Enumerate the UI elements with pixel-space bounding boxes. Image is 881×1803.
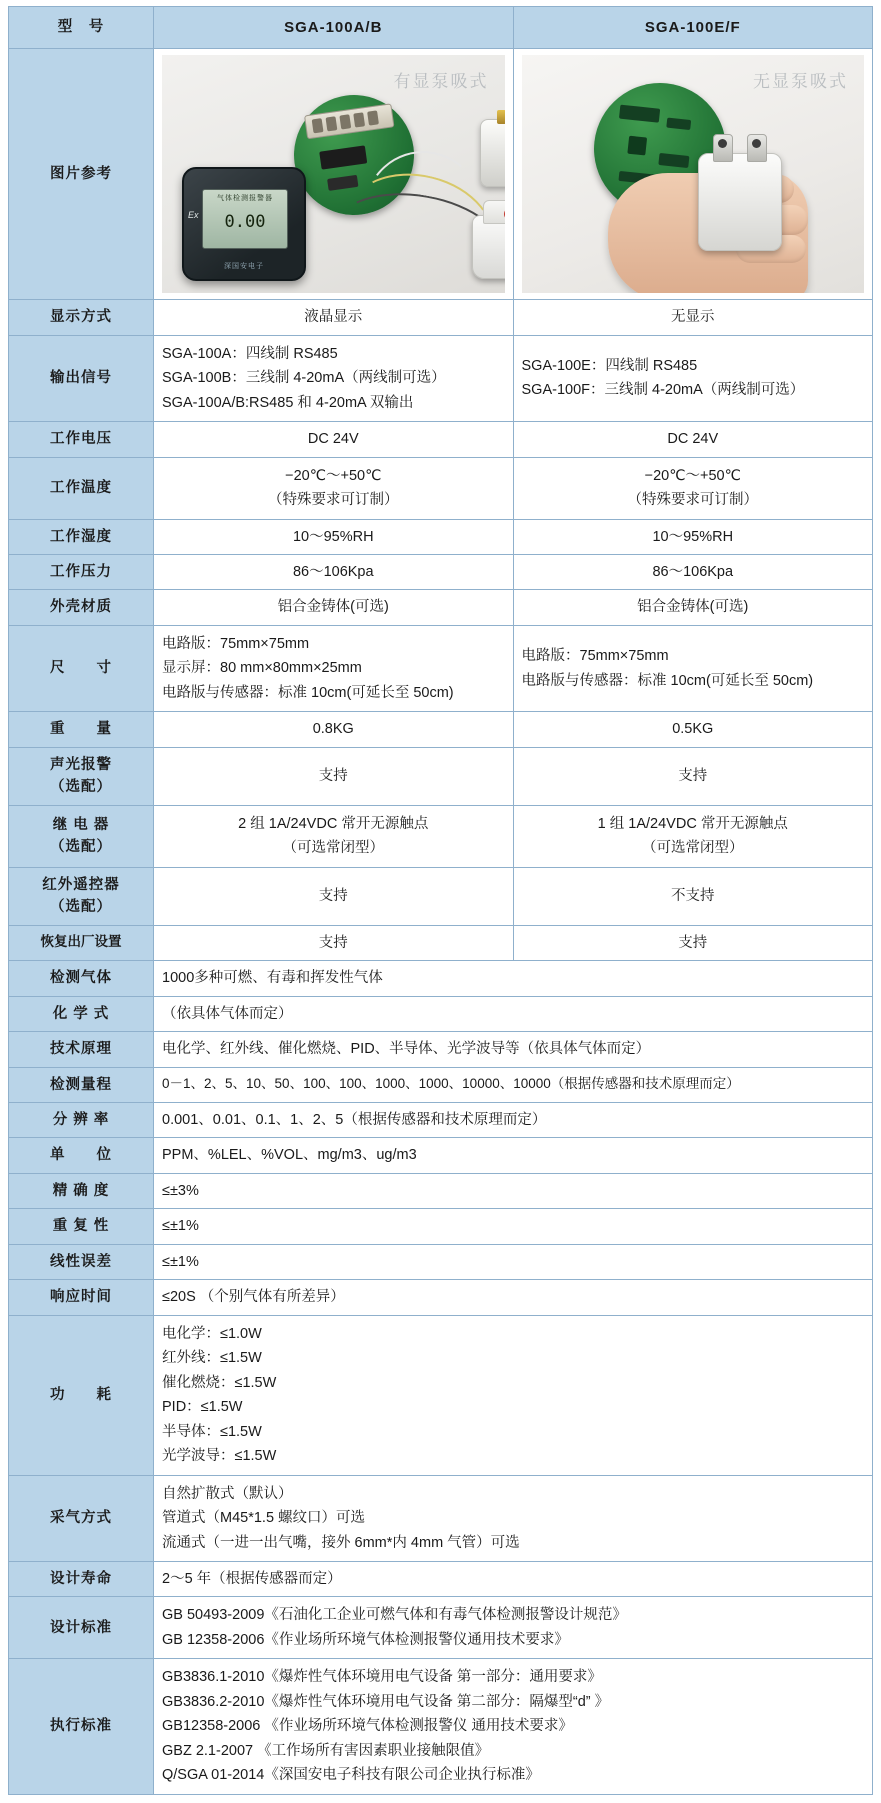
table-row: [9, 1102, 873, 1137]
row-label-display: 显示方式: [9, 300, 154, 335]
voltage-b: DC 24V: [513, 422, 873, 457]
table-row: [9, 996, 873, 1031]
ex-mark: Ex: [188, 210, 199, 221]
table-row: [9, 1562, 873, 1597]
exec-standard-line: Q/SGA 01-2014《深国安电子科技有限公司企业执行标准》: [162, 1767, 540, 1784]
sampling-line: 管道式（M45*1.5 螺纹口）可选: [162, 1510, 366, 1527]
table-row: [9, 519, 873, 554]
sampling-line: 自然扩散式（默认）: [162, 1485, 293, 1502]
model-b: SGA-100E/F: [513, 7, 873, 49]
factory-reset-a: 支持: [154, 925, 514, 960]
output-b-line: SGA-100E：四线制 RS485: [521, 357, 698, 374]
row-label-remote-line2: （选配）: [50, 899, 112, 916]
lcd-title: 气体检测报警器: [217, 195, 273, 203]
formula-value: （依具体气体而定）: [154, 996, 873, 1031]
power-line: 半导体：≤1.5W: [162, 1423, 262, 1440]
table-row: [9, 300, 873, 335]
table-row: [9, 1209, 873, 1244]
row-label-response-time: 响应时间: [9, 1280, 154, 1315]
row-label-accuracy: 精 确 度: [9, 1173, 154, 1208]
row-label-unit: 单 位: [9, 1138, 154, 1173]
row-label-formula: 化 学 式: [9, 996, 154, 1031]
specification-table: [8, 6, 873, 1795]
sensor-white-icon: [472, 215, 505, 279]
row-label-remote: [9, 867, 154, 925]
relay-b-line: 1 组 1A/24VDC 常开无源触点: [597, 815, 788, 832]
humidity-a: 10～95%RH: [154, 519, 514, 554]
lifetime-value: 2～5 年（根据传感器而定）: [154, 1562, 873, 1597]
relay-a-line: （可选常闭型）: [282, 840, 384, 857]
relay-b-line: （可选常闭型）: [642, 840, 744, 857]
temperature-b: [513, 457, 873, 519]
table-row: [9, 925, 873, 960]
row-label-voltage: 工作电压: [9, 422, 154, 457]
row-label-weight: 重 量: [9, 712, 154, 747]
table-row: [9, 867, 873, 925]
voltage-a: DC 24V: [154, 422, 514, 457]
temperature-a-line: −20℃～+50℃: [285, 467, 382, 484]
factory-reset-b: 支持: [513, 925, 873, 960]
range-value: 0－1、2、5、10、50、100、100、1000、1000、10000、10000（根据传感器和技术原理而定）: [154, 1067, 873, 1102]
remote-b: 不支持: [513, 867, 873, 925]
sampling-line: 流通式（一进一出气嘴，接外 6mm*内 4mm 气管）可选: [162, 1534, 520, 1551]
sampling-values: [154, 1475, 873, 1561]
table-row: [9, 1315, 873, 1475]
lcd-value: 0.00: [224, 212, 266, 233]
housing-a: 铝合金铸体(可选): [154, 590, 514, 625]
row-label-model: 型 号: [9, 7, 154, 49]
table-row: [9, 805, 873, 867]
power-line: 光学波导：≤1.5W: [162, 1448, 277, 1465]
design-standard-line: GB 12358-2006《作业场所环境气体检测报警仪通用技术要求》: [162, 1631, 569, 1648]
table-row: [9, 590, 873, 625]
row-label-design-standard: 设计标准: [9, 1597, 154, 1659]
output-a-line: SGA-100A：四线制 RS485: [162, 345, 338, 362]
table-row: [9, 961, 873, 996]
weight-b: 0.5KG: [513, 712, 873, 747]
row-label-factory-reset: 恢复出厂设置: [9, 925, 154, 960]
output-a: [154, 335, 514, 421]
row-label-resolution: 分 辨 率: [9, 1102, 154, 1137]
remote-a: 支持: [154, 867, 514, 925]
temperature-a-line: （特殊要求可订制）: [268, 492, 399, 509]
row-label-range: 检测量程: [9, 1067, 154, 1102]
exec-standard-values: [154, 1659, 873, 1794]
row-label-housing: 外壳材质: [9, 590, 154, 625]
row-label-lifetime: 设计寿命: [9, 1562, 154, 1597]
table-row: [9, 747, 873, 805]
table-row: [9, 1173, 873, 1208]
row-label-power: 功 耗: [9, 1315, 154, 1475]
product-photo-a: [154, 49, 514, 300]
relay-a-line: 2 组 1A/24VDC 常开无源触点: [238, 815, 429, 832]
exec-standard-line: GB12358-2006 《作业场所环境气体检测报警仪 通用技术要求》: [162, 1718, 573, 1735]
display-meter-icon: [182, 167, 306, 281]
table-row: [9, 712, 873, 747]
accuracy-value: ≤±3%: [154, 1173, 873, 1208]
size-a-line: 显示屏：80 mm×80mm×25mm: [162, 660, 362, 677]
pressure-b: 86～106Kpa: [513, 555, 873, 590]
power-line: PID：≤1.5W: [162, 1399, 243, 1416]
table-row: [9, 1659, 873, 1794]
table-row: [9, 1280, 873, 1315]
resolution-value: 0.001、0.01、0.1、1、2、5（根据传感器和技术原理而定）: [154, 1102, 873, 1137]
table-row: [9, 7, 873, 49]
table-row: [9, 625, 873, 711]
table-row: [9, 457, 873, 519]
table-row: [9, 1475, 873, 1561]
output-a-line: SGA-100B：三线制 4-20mA（两线制可选）: [162, 370, 446, 387]
row-label-temperature: 工作温度: [9, 457, 154, 519]
photo-caption-b: 无显泵吸式: [753, 72, 848, 92]
row-label-relay-line2: （选配）: [50, 839, 112, 856]
temperature-a: [154, 457, 514, 519]
size-b-line: 电路版：75mm×75mm: [521, 648, 669, 665]
power-values: [154, 1315, 873, 1475]
row-label-relay: [9, 805, 154, 867]
humidity-b: 10～95%RH: [513, 519, 873, 554]
display-b: 无显示: [513, 300, 873, 335]
detect-gas-value: 1000多种可燃、有毒和挥发性气体: [154, 961, 873, 996]
housing-b: 铝合金铸体(可选): [513, 590, 873, 625]
row-label-alarm-line2: （选配）: [50, 779, 112, 796]
response-time-value: ≤20S （个别气体有所差异）: [154, 1280, 873, 1315]
sensor-probe-icon: [698, 153, 782, 251]
weight-a: 0.8KG: [154, 712, 514, 747]
table-row: [9, 1597, 873, 1659]
design-standard-line: GB 50493-2009《石油化工企业可燃气体和有毒气体检测报警设计规范》: [162, 1607, 627, 1624]
row-label-alarm-line1: 声光报警: [50, 756, 112, 773]
size-a-line: 电路版：75mm×75mm: [162, 635, 310, 652]
alarm-b: 支持: [513, 747, 873, 805]
table-row: [9, 335, 873, 421]
row-label-humidity: 工作湿度: [9, 519, 154, 554]
row-label-linearity: 线性误差: [9, 1244, 154, 1279]
table-row: [9, 1244, 873, 1279]
principle-value: 电化学、红外线、催化燃烧、PID、半导体、光学波导等（依具体气体而定）: [154, 1032, 873, 1067]
row-label-repeatability: 重 复 性: [9, 1209, 154, 1244]
unit-value: PPM、%LEL、%VOL、mg/m3、ug/m3: [154, 1138, 873, 1173]
power-line: 催化燃烧：≤1.5W: [162, 1374, 277, 1391]
row-label-photo: 图片参考: [9, 49, 154, 300]
exec-standard-line: GB3836.1-2010《爆炸性气体环境用电气设备 第一部分：通用要求》: [162, 1669, 602, 1686]
relay-b: [513, 805, 873, 867]
row-label-alarm: [9, 747, 154, 805]
power-line: 红外线：≤1.5W: [162, 1350, 262, 1367]
linearity-value: ≤±1%: [154, 1244, 873, 1279]
table-row: [9, 49, 873, 300]
row-label-pressure: 工作压力: [9, 555, 154, 590]
row-label-sampling: 采气方式: [9, 1475, 154, 1561]
alarm-a: 支持: [154, 747, 514, 805]
size-a: [154, 625, 514, 711]
size-b-line: 电路版与传感器：标准 10cm(可延长至 50cm): [521, 672, 814, 689]
brand-text: 深国安电子: [224, 263, 264, 271]
row-label-detect-gas: 检测气体: [9, 961, 154, 996]
repeatability-value: ≤±1%: [154, 1209, 873, 1244]
display-a: 液晶显示: [154, 300, 514, 335]
row-label-remote-line1: 红外遥控器: [42, 876, 120, 893]
output-a-line: SGA-100A/B:RS485 和 4-20mA 双输出: [162, 394, 414, 411]
design-standard-values: [154, 1597, 873, 1659]
table-row: [9, 1067, 873, 1102]
temperature-b-line: −20℃～+50℃: [644, 467, 741, 484]
row-label-output: 输出信号: [9, 335, 154, 421]
power-line: 电化学：≤1.0W: [162, 1325, 262, 1342]
size-a-line: 电路版与传感器：标准 10cm(可延长至 50cm): [162, 684, 454, 701]
sensor-gold-icon: [480, 119, 505, 187]
table-row: [9, 1032, 873, 1067]
output-b: [513, 335, 873, 421]
product-photo-b: [513, 49, 873, 300]
temperature-b-line: （特殊要求可订制）: [627, 492, 758, 509]
row-label-relay-line1: 继 电 器: [52, 816, 110, 833]
pressure-a: 86～106Kpa: [154, 555, 514, 590]
row-label-principle: 技术原理: [9, 1032, 154, 1067]
photo-caption-a: 有显泵吸式: [393, 72, 489, 92]
row-label-exec-standard: 执行标准: [9, 1659, 154, 1794]
table-row: [9, 1138, 873, 1173]
size-b: [513, 625, 873, 711]
output-b-line: SGA-100F：三线制 4-20mA（两线制可选）: [521, 382, 805, 399]
exec-standard-line: GB3836.2-2010《爆炸性气体环境用电气设备 第二部分：隔爆型“d” 》: [162, 1693, 610, 1710]
table-row: [9, 555, 873, 590]
table-row: [9, 422, 873, 457]
row-label-size: 尺 寸: [9, 625, 154, 711]
exec-standard-line: GBZ 2.1-2007 《工作场所有害因素职业接触限值》: [162, 1742, 490, 1759]
relay-a: [154, 805, 514, 867]
model-a: SGA-100A/B: [154, 7, 514, 49]
